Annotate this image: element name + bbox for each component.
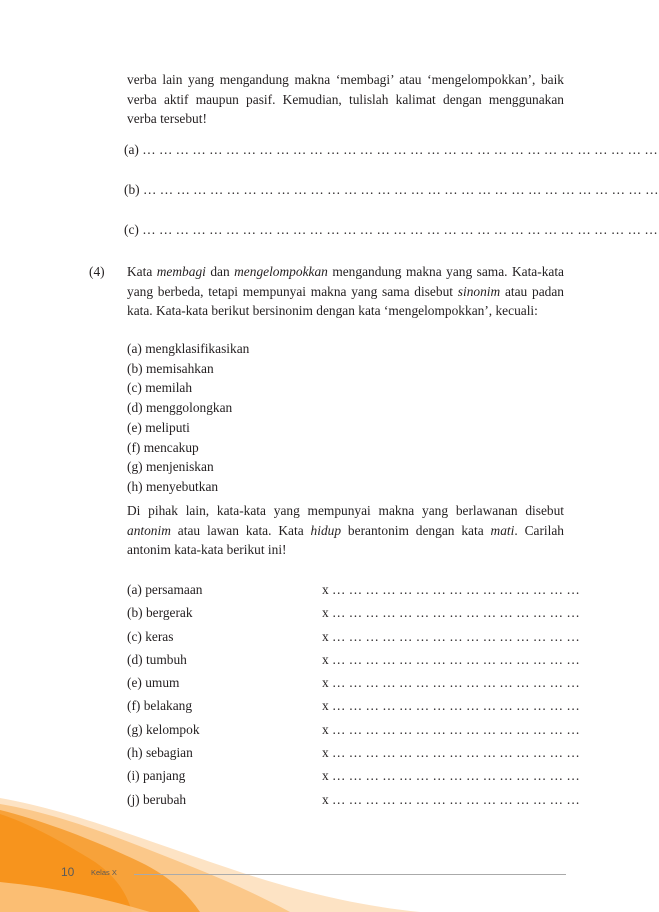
antonym-blank: x … … … … … … … … … … … … … … … xyxy=(322,768,580,784)
instruction-line: verba lain yang mengandung makna ‘membagi’ atau ‘mengelompokkan’, baik xyxy=(127,72,564,87)
antonym-word: (g) kelompok xyxy=(127,721,200,737)
instruction-line: verba aktif maupun pasif. Kemudian, tulislah kalimat dengan menggunakan xyxy=(127,91,564,107)
antonym-blank: x … … … … … … … … … … … … … … … xyxy=(322,791,580,807)
antonym-word: (h) sebagian xyxy=(127,745,193,761)
antonym-line: antonim atau lawan kata. Kata hidup berantonim dengan kata mati. Carilah xyxy=(127,522,564,538)
antonym-line: Di pihak lain, kata-kata yang mempunyai makna yang berlawanan disebut xyxy=(127,503,564,518)
antonym-blank: x … … … … … … … … … … … … … … … xyxy=(322,675,580,691)
antonym-blank: x … … … … … … … … … … … … … … … xyxy=(322,745,580,761)
antonym-word: (i) panjang xyxy=(127,768,186,784)
list-item: (b) memisahkan xyxy=(127,360,214,376)
antonym-row xyxy=(127,673,580,696)
antonym-blank: x … … … … … … … … … … … … … … … xyxy=(322,628,580,644)
antonym-blank: x … … … … … … … … … … … … … … … xyxy=(322,605,580,621)
list-item: (a) mengklasifikasikan xyxy=(127,341,250,356)
option-list xyxy=(127,339,249,497)
book-label: Kelas X xyxy=(91,868,117,877)
decorative-swoosh xyxy=(0,770,638,912)
exercise-instruction xyxy=(127,70,564,129)
antonym-word: (e) umum xyxy=(127,675,180,691)
antonym-word: (j) berubah xyxy=(127,791,187,807)
antonym-row xyxy=(127,627,580,650)
antonym-blank: x … … … … … … … … … … … … … … … xyxy=(322,698,580,714)
answer-blank-b: (b) … … … … … … … … … … … … … … … … … … … … … … … … … … … … … … … xyxy=(124,182,659,197)
instruction-line: verba tersebut! xyxy=(127,111,207,126)
list-item: (f) mencakup xyxy=(127,439,199,455)
list-item: (g) menjeniskan xyxy=(127,459,214,475)
question-4-text xyxy=(127,262,564,321)
antonym-word: (f) belakang xyxy=(127,698,193,714)
question-line: Kata membagi dan mengelompokkan mengandung makna yang sama. Kata-kata xyxy=(127,264,564,279)
list-item: (c) memilah xyxy=(127,380,193,396)
antonym-row xyxy=(127,743,580,766)
antonym-word: (c) keras xyxy=(127,628,174,644)
list-item: (h) menyebutkan xyxy=(127,478,219,494)
question-number: (4) xyxy=(89,264,105,279)
question-line: yang berbeda, tetapi mempunyai makna yang sama disebut sinonim atau padan xyxy=(127,283,564,299)
antonym-word: (d) tumbuh xyxy=(127,651,187,667)
antonym-blank: x … … … … … … … … … … … … … … … xyxy=(322,721,580,737)
list-item: (e) meliputi xyxy=(127,419,190,435)
antonym-word: (b) bergerak xyxy=(127,605,193,621)
antonym-line: antonim kata-kata berikut ini! xyxy=(127,542,287,557)
page-number: 10 xyxy=(61,865,75,879)
antonym-instruction xyxy=(127,501,564,560)
antonym-blank: x … … … … … … … … … … … … … … … xyxy=(322,651,580,667)
list-item: (d) menggolongkan xyxy=(127,400,233,416)
antonym-row xyxy=(127,720,580,743)
antonym-row xyxy=(127,696,580,719)
footer-divider xyxy=(134,874,566,875)
question-line: kata. Kata-kata berikut bersinonim dengan kata ‘mengelompokkan’, kecuali: xyxy=(127,303,538,318)
antonym-blank: x … … … … … … … … … … … … … … … xyxy=(322,582,580,597)
antonym-word: (a) persamaan xyxy=(127,582,203,597)
antonym-row xyxy=(127,603,580,626)
answer-blank-a: (a) … … … … … … … … … … … … … … … … … … … … … … … … … … … … … … … xyxy=(124,142,658,157)
antonym-row xyxy=(127,580,580,603)
answer-blank-c: (c) … … … … … … … … … … … … … … … … … … … … … … … … … … … … … … … xyxy=(124,222,658,237)
antonym-row xyxy=(127,650,580,673)
